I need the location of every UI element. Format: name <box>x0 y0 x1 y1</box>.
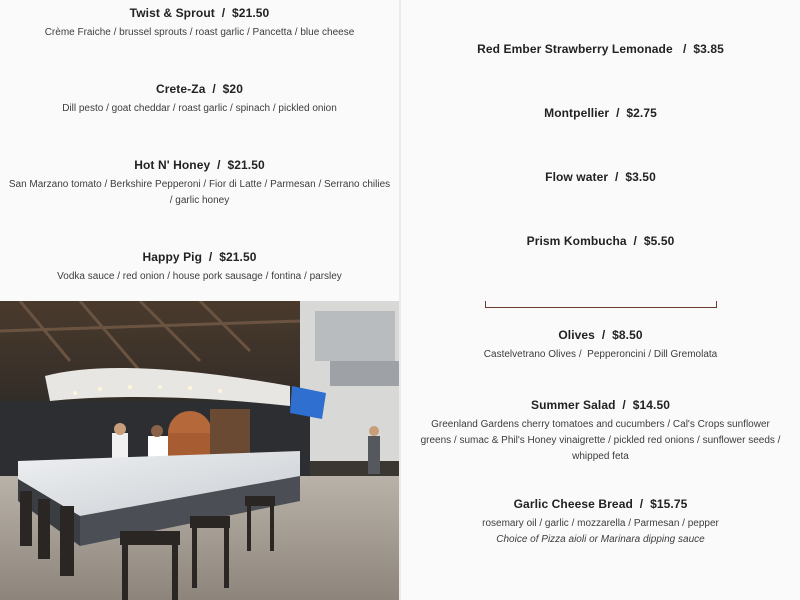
drink-item-title: Montpellier / $2.75 <box>544 106 657 120</box>
menu-item-title: Crete-Za / $20 <box>156 82 243 96</box>
menu-item-title: Olives / $8.50 <box>558 328 643 342</box>
menu-item-description: Dill pesto / goat cheddar / roast garlic / spinach / pickled onion <box>62 103 337 114</box>
starters-menu-panel <box>401 301 800 600</box>
menu-item-title: Twist & Sprout / $21.50 <box>129 6 270 20</box>
menu-item-title: Summer Salad / $14.50 <box>530 398 671 412</box>
menu-item-olives <box>401 328 800 363</box>
menu-item-garlic-cheese-bread <box>401 497 800 547</box>
menu-item-crete-za <box>0 82 399 117</box>
menu-item-description: Castelvetrano Olives / Pepperoncini / Dill Gremolata <box>483 349 718 360</box>
drink-item-title: Prism Kombucha / $5.50 <box>526 234 675 248</box>
drink-item-title: Red Ember Strawberry Lemonade / $3.85 <box>477 42 724 56</box>
photo-illustration <box>0 301 399 600</box>
drink-item-title: Flow water / $3.50 <box>545 170 656 184</box>
pizza-menu-panel <box>0 0 399 301</box>
menu-item-title: Garlic Cheese Bread / $15.75 <box>513 497 688 511</box>
drink-item-montpellier <box>401 106 800 120</box>
menu-item-description: Crème Fraiche / brussel sprouts / roast garlic / Pancetta / blue cheese <box>44 27 355 38</box>
menu-item-summer-salad <box>401 398 800 465</box>
menu-item-note: Choice of Pizza aioli or Marinara dipping sauce <box>496 534 705 545</box>
drinks-menu-panel <box>401 0 800 301</box>
menu-item-twist-sprout <box>0 6 399 41</box>
drink-item-kombucha <box>401 234 800 248</box>
menu-item-description: Greenland Gardens cherry tomatoes and cucumbers / Cal's Crops sunflower greens / sumac & Phil's Honey vinaigrette / pickled red onions / sunflower seeds / whipped feta <box>420 419 781 462</box>
section-bracket <box>485 301 717 308</box>
menu-item-hot-n-honey <box>0 158 399 209</box>
menu-item-happy-pig <box>0 250 399 285</box>
menu-item-description: rosemary oil / garlic / mozzarella / Parmesan / pepper <box>482 518 719 529</box>
drink-item-lemonade <box>401 42 800 56</box>
menu-item-title: Happy Pig / $21.50 <box>142 250 257 264</box>
menu-item-description: San Marzano tomato / Berkshire Pepperoni / Fior di Latte / Parmesan / Serrano chilies / garlic honey <box>8 179 391 206</box>
menu-item-description: Vodka sauce / red onion / house pork sausage / fontina / parsley <box>57 271 342 282</box>
restaurant-counter-photo <box>0 301 399 600</box>
menu-item-title: Hot N' Honey / $21.50 <box>134 158 265 172</box>
drink-item-flow-water <box>401 170 800 184</box>
